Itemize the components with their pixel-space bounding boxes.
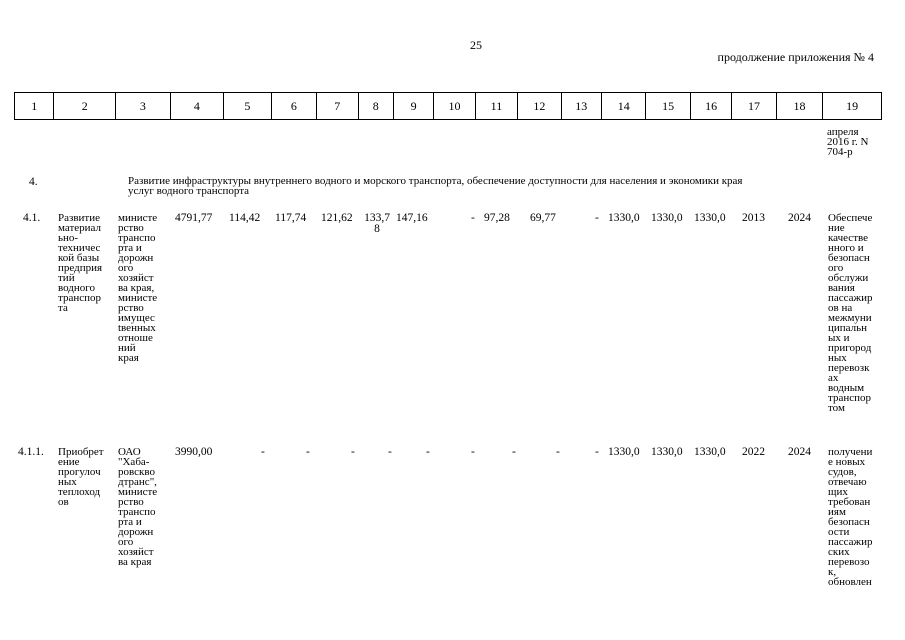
page-number: 25 [470, 38, 482, 52]
cell-col11: - [512, 446, 516, 458]
column-number: 7 [317, 93, 358, 120]
row-number: 4.1.1. [18, 446, 44, 458]
cell-col16: 1330,0 [694, 446, 726, 458]
activity-name: Приобрет ение прогулоч ных теплоход ов [58, 446, 104, 508]
section-number: 4. [29, 176, 38, 188]
cell-col8: - [388, 446, 392, 458]
cell-col15: 1330,0 [651, 446, 683, 458]
column-number: 17 [732, 93, 776, 120]
column-number: 19 [823, 93, 882, 120]
cell-col7: - [351, 446, 355, 458]
expected-result: Обеспече ние качестве нного и безопасн ого обслужи вания пассажир ов на межмуни ципальн ых и пригород ных перевозк ах водным транспор том [828, 212, 873, 414]
column-number: 16 [690, 93, 731, 120]
executor: министе рство транспо рта и дорожн ого хозяйст ва края, министе рство имущес tвенных отноше ний края [118, 212, 158, 364]
executor: ОАО "Хаба- ровскво дтранс", министе рство транспо рта и дорожн ого хозяйст ва края [118, 446, 158, 568]
continuation-note: продолжение приложения № 4 [717, 50, 874, 64]
column-number-header [14, 92, 882, 120]
section-title: Развитие инфраструктуры внутреннего водного и морского транспорта, обеспечение доступности для населения и экономики края услуг водного транспорта [128, 175, 743, 197]
top-note: апреля 2016 г. N 704-р [827, 126, 869, 158]
column-number: 18 [776, 93, 822, 120]
end-year: 2024 [788, 446, 811, 458]
end-year: 2024 [788, 212, 811, 224]
total-amount: 4791,77 [175, 212, 213, 224]
total-amount: 3990,00 [175, 446, 213, 458]
column-number: 14 [601, 93, 645, 120]
start-year: 2022 [742, 446, 765, 458]
cell-col9: 147,16 [396, 212, 428, 224]
cell-col12: 69,77 [530, 212, 556, 224]
column-number: 3 [116, 93, 171, 120]
expected-result: получени е новых судов, отвечаю щих требован иям безопасн ости пассажир ских перевозо к, обновлен [828, 446, 873, 588]
cell-col8: 133,7 8 [364, 212, 390, 235]
cell-col10: - [471, 212, 475, 224]
column-number: 8 [358, 93, 393, 120]
cell-col5: - [261, 446, 265, 458]
cell-col5: 114,42 [229, 212, 261, 224]
column-number: 15 [646, 93, 690, 120]
activity-name: Развитие материал ьно- техничес кой базы предприя тий водного транспор та [58, 212, 103, 314]
column-number: 2 [54, 93, 116, 120]
cell-col14: 1330,0 [608, 212, 640, 224]
column-number: 13 [561, 93, 601, 120]
cell-col15: 1330,0 [651, 212, 683, 224]
column-number: 5 [224, 93, 271, 120]
cell-col12: - [556, 446, 560, 458]
cell-col6: 117,74 [275, 212, 307, 224]
cell-col13: - [595, 446, 599, 458]
column-number: 9 [393, 93, 433, 120]
cell-col13: - [595, 212, 599, 224]
cell-col16: 1330,0 [694, 212, 726, 224]
cell-col7: 121,62 [321, 212, 353, 224]
cell-col14: 1330,0 [608, 446, 640, 458]
cell-col11: 97,28 [484, 212, 510, 224]
column-number: 1 [15, 93, 54, 120]
row-number: 4.1. [23, 212, 41, 224]
start-year: 2013 [742, 212, 765, 224]
column-number: 6 [271, 93, 316, 120]
cell-col9: - [426, 446, 430, 458]
column-number: 10 [434, 93, 475, 120]
cell-col10: - [471, 446, 475, 458]
column-number: 4 [170, 93, 224, 120]
column-number: 12 [518, 93, 561, 120]
cell-col6: - [306, 446, 310, 458]
column-number: 11 [475, 93, 517, 120]
